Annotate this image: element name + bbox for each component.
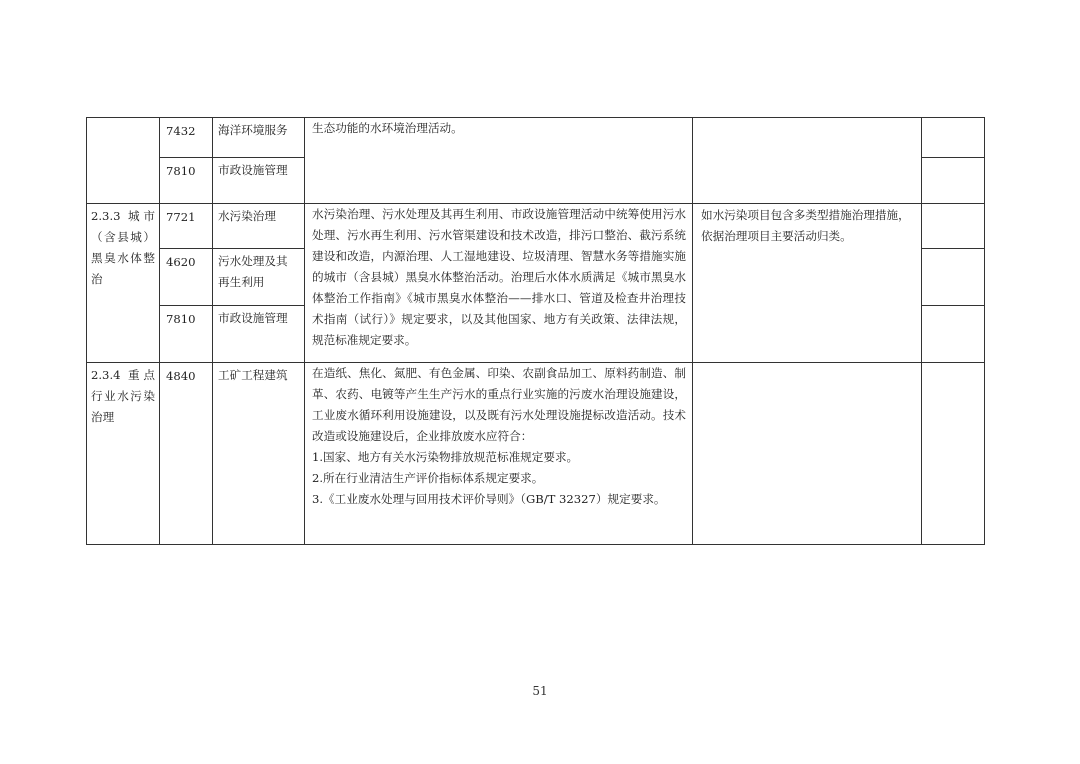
category-cell: 2.3.4 重点行业水污染治理	[87, 363, 160, 545]
table-row	[87, 363, 985, 545]
industry-name-cell: 市政设施管理	[213, 158, 305, 204]
table-row	[87, 204, 985, 249]
table-row	[87, 118, 985, 158]
industry-name-cell: 市政设施管理	[213, 306, 305, 363]
extra-cell	[922, 306, 985, 363]
description-cell	[305, 363, 693, 545]
extra-cell	[922, 118, 985, 158]
industry-name-cell: 海洋环境服务	[213, 118, 305, 158]
extra-cell	[922, 204, 985, 249]
industry-name-cell: 水污染治理	[213, 204, 305, 249]
industry-code-cell: 4620	[160, 249, 213, 306]
classification-table	[86, 117, 985, 545]
extra-cell	[922, 363, 985, 545]
industry-code-cell: 7721	[160, 204, 213, 249]
extra-cell	[922, 249, 985, 306]
description-text: 在造纸、焦化、氮肥、有色金属、印染、农副食品加工、原料药制造、制革、农药、电镀等产生生产污水的重点行业实施的污废水治理设施建设，工业废水循环利用设施建设，以及既有污水处理设施提标改造活动。技术改造或设施建设后，企业排放废水应符合：	[312, 366, 686, 443]
industry-name-cell: 工矿工程建筑	[213, 363, 305, 545]
description-cell: 水污染治理、污水处理及其再生利用、市政设施管理活动中统筹使用污水处理、污水再生利用、污水管渠建设和技术改造，排污口整治、截污系统建设和改造，内源治理、人工湿地建设、垃圾清理、智慧水务等措施实施的城市（含县城）黑臭水体整治活动。治理后水体水质满足《城市黑臭水体整治工作指南》《城市黑臭水体整治——排水口、管道及检查井治理技术指南（试行）》规定要求，以及其他国家、地方有关政策、法律法规，规范标准规定要求。	[305, 204, 693, 363]
description-cell: 生态功能的水环境治理活动。	[305, 118, 693, 204]
industry-name-cell: 污水处理及其再生利用	[213, 249, 305, 306]
requirement-item: 2.所在行业清洁生产评价指标体系规定要求。	[312, 471, 544, 485]
note-cell: 如水污染项目包含多类型措施治理措施，依据治理项目主要活动归类。	[693, 204, 922, 363]
industry-code-cell: 7432	[160, 118, 213, 158]
requirement-item: 1.国家、地方有关水污染物排放规范标准规定要求。	[312, 450, 579, 464]
requirement-item: 3.《工业废水处理与回用技术评价导则》（GB/T 32327）规定要求。	[312, 492, 666, 506]
industry-code-cell: 7810	[160, 306, 213, 363]
category-cell	[87, 118, 160, 204]
page-number: 51	[532, 684, 548, 698]
extra-cell	[922, 158, 985, 204]
category-cell: 2.3.3 城市（含县城）黑臭水体整治	[87, 204, 160, 363]
note-cell	[693, 118, 922, 204]
note-cell	[693, 363, 922, 545]
industry-code-cell: 4840	[160, 363, 213, 545]
industry-code-cell: 7810	[160, 158, 213, 204]
